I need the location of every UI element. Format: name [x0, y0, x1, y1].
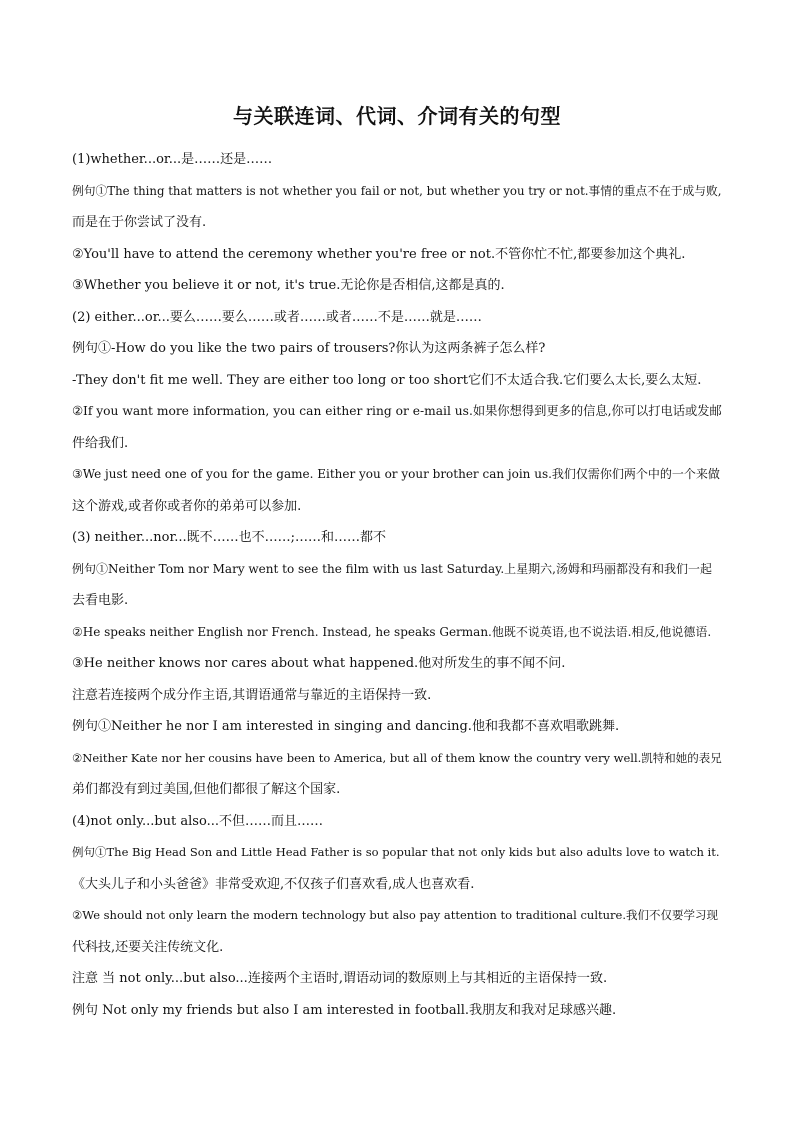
- text-line: 件给我们.: [72, 435, 129, 451]
- text-line: 例句①The thing that matters is not whether you fail or not, but whether you try or not.事情的重点不在于成与败,: [72, 183, 722, 198]
- text-line: 例句①-How do you like the two pairs of trousers?你认为这两条裤子怎么样?: [72, 341, 546, 356]
- text-line: 代科技,还要关注传统文化.: [72, 939, 224, 955]
- text-line: ③Whether you believe it or not, it's true.无论你是否相信,这都是真的.: [72, 278, 505, 293]
- text-line: ③He neither knows nor cares about what happened.他对所发生的事不闻不问.: [72, 656, 566, 671]
- text-line: ②He speaks neither English nor French. Instead, he speaks German.他既不说英语,也不说法语.相反,他说德语.: [72, 624, 712, 639]
- text-line: 《大头儿子和小头爸爸》非常受欢迎,不仅孩子们喜欢看,成人也喜欢看.: [72, 876, 475, 892]
- text-line: 去看电影.: [72, 593, 129, 608]
- page-title: 与关联连词、代词、介词有关的句型: [233, 104, 561, 128]
- text-line: 注意 当 not only...but also...连接两个主语时,谓语动词的数原则上与其相近的主语保持一致.: [72, 971, 608, 986]
- text-line: ②We should not only learn the modern technology but also pay attention to traditional culture.我们不仅要学习现: [72, 908, 718, 922]
- text-line: 例句①The Big Head Son and Little Head Father is so popular that not only kids but also adults love to watch it.: [72, 845, 720, 859]
- text-line: (4)not only...but also...不但……而且……: [72, 813, 323, 829]
- document-body: [72, 144, 722, 1026]
- text-line: 例句①Neither Tom nor Mary went to see the film with us last Saturday.上星期六,汤姆和玛丽都没有和我们一起: [72, 561, 712, 576]
- text-line: ②Neither Kate nor her cousins have been to America, but all of them know the country very well.凯特和她的表兄: [72, 750, 722, 765]
- text-line: ③We just need one of you for the game. Either you or your brother can join us.我们仅需你们两个中的一个来做: [72, 467, 720, 481]
- text-line: 弟们都没有到过美国,但他们都很了解这个国家.: [72, 782, 341, 797]
- text-line: (3) neither...nor...既不……也不……;……和……都不: [72, 530, 387, 545]
- text-line: (2) either...or...要么……要么……或者……或者……不是……就是……: [72, 309, 482, 325]
- text-line: 这个游戏,或者你或者你的弟弟可以参加.: [72, 498, 302, 514]
- text-line: 而是在于你尝试了没有.: [72, 215, 207, 230]
- text-line: 注意若连接两个成分作主语,其谓语通常与靠近的主语保持一致.: [72, 687, 432, 703]
- document-page: [72, 102, 722, 1026]
- text-line: 例句①Neither he nor I am interested in singing and dancing.他和我都不喜欢唱歌跳舞.: [72, 719, 620, 734]
- text-line: -They don't fit me well. They are either too long or too short它们不太适合我.它们要么太长,要么太短.: [72, 372, 702, 388]
- text-line: ②You'll have to attend the ceremony whether you're free or not.不管你忙不忙,都要参加这个典礼.: [72, 246, 686, 262]
- text-line: (1)whether...or...是……还是……: [72, 152, 273, 167]
- text-line: ②If you want more information, you can either ring or e-mail us.如果你想得到更多的信息,你可以打电话或发邮: [72, 404, 722, 418]
- text-line: 例句 Not only my friends but also I am interested in football.我朋友和我对足球感兴趣.: [72, 1002, 617, 1018]
